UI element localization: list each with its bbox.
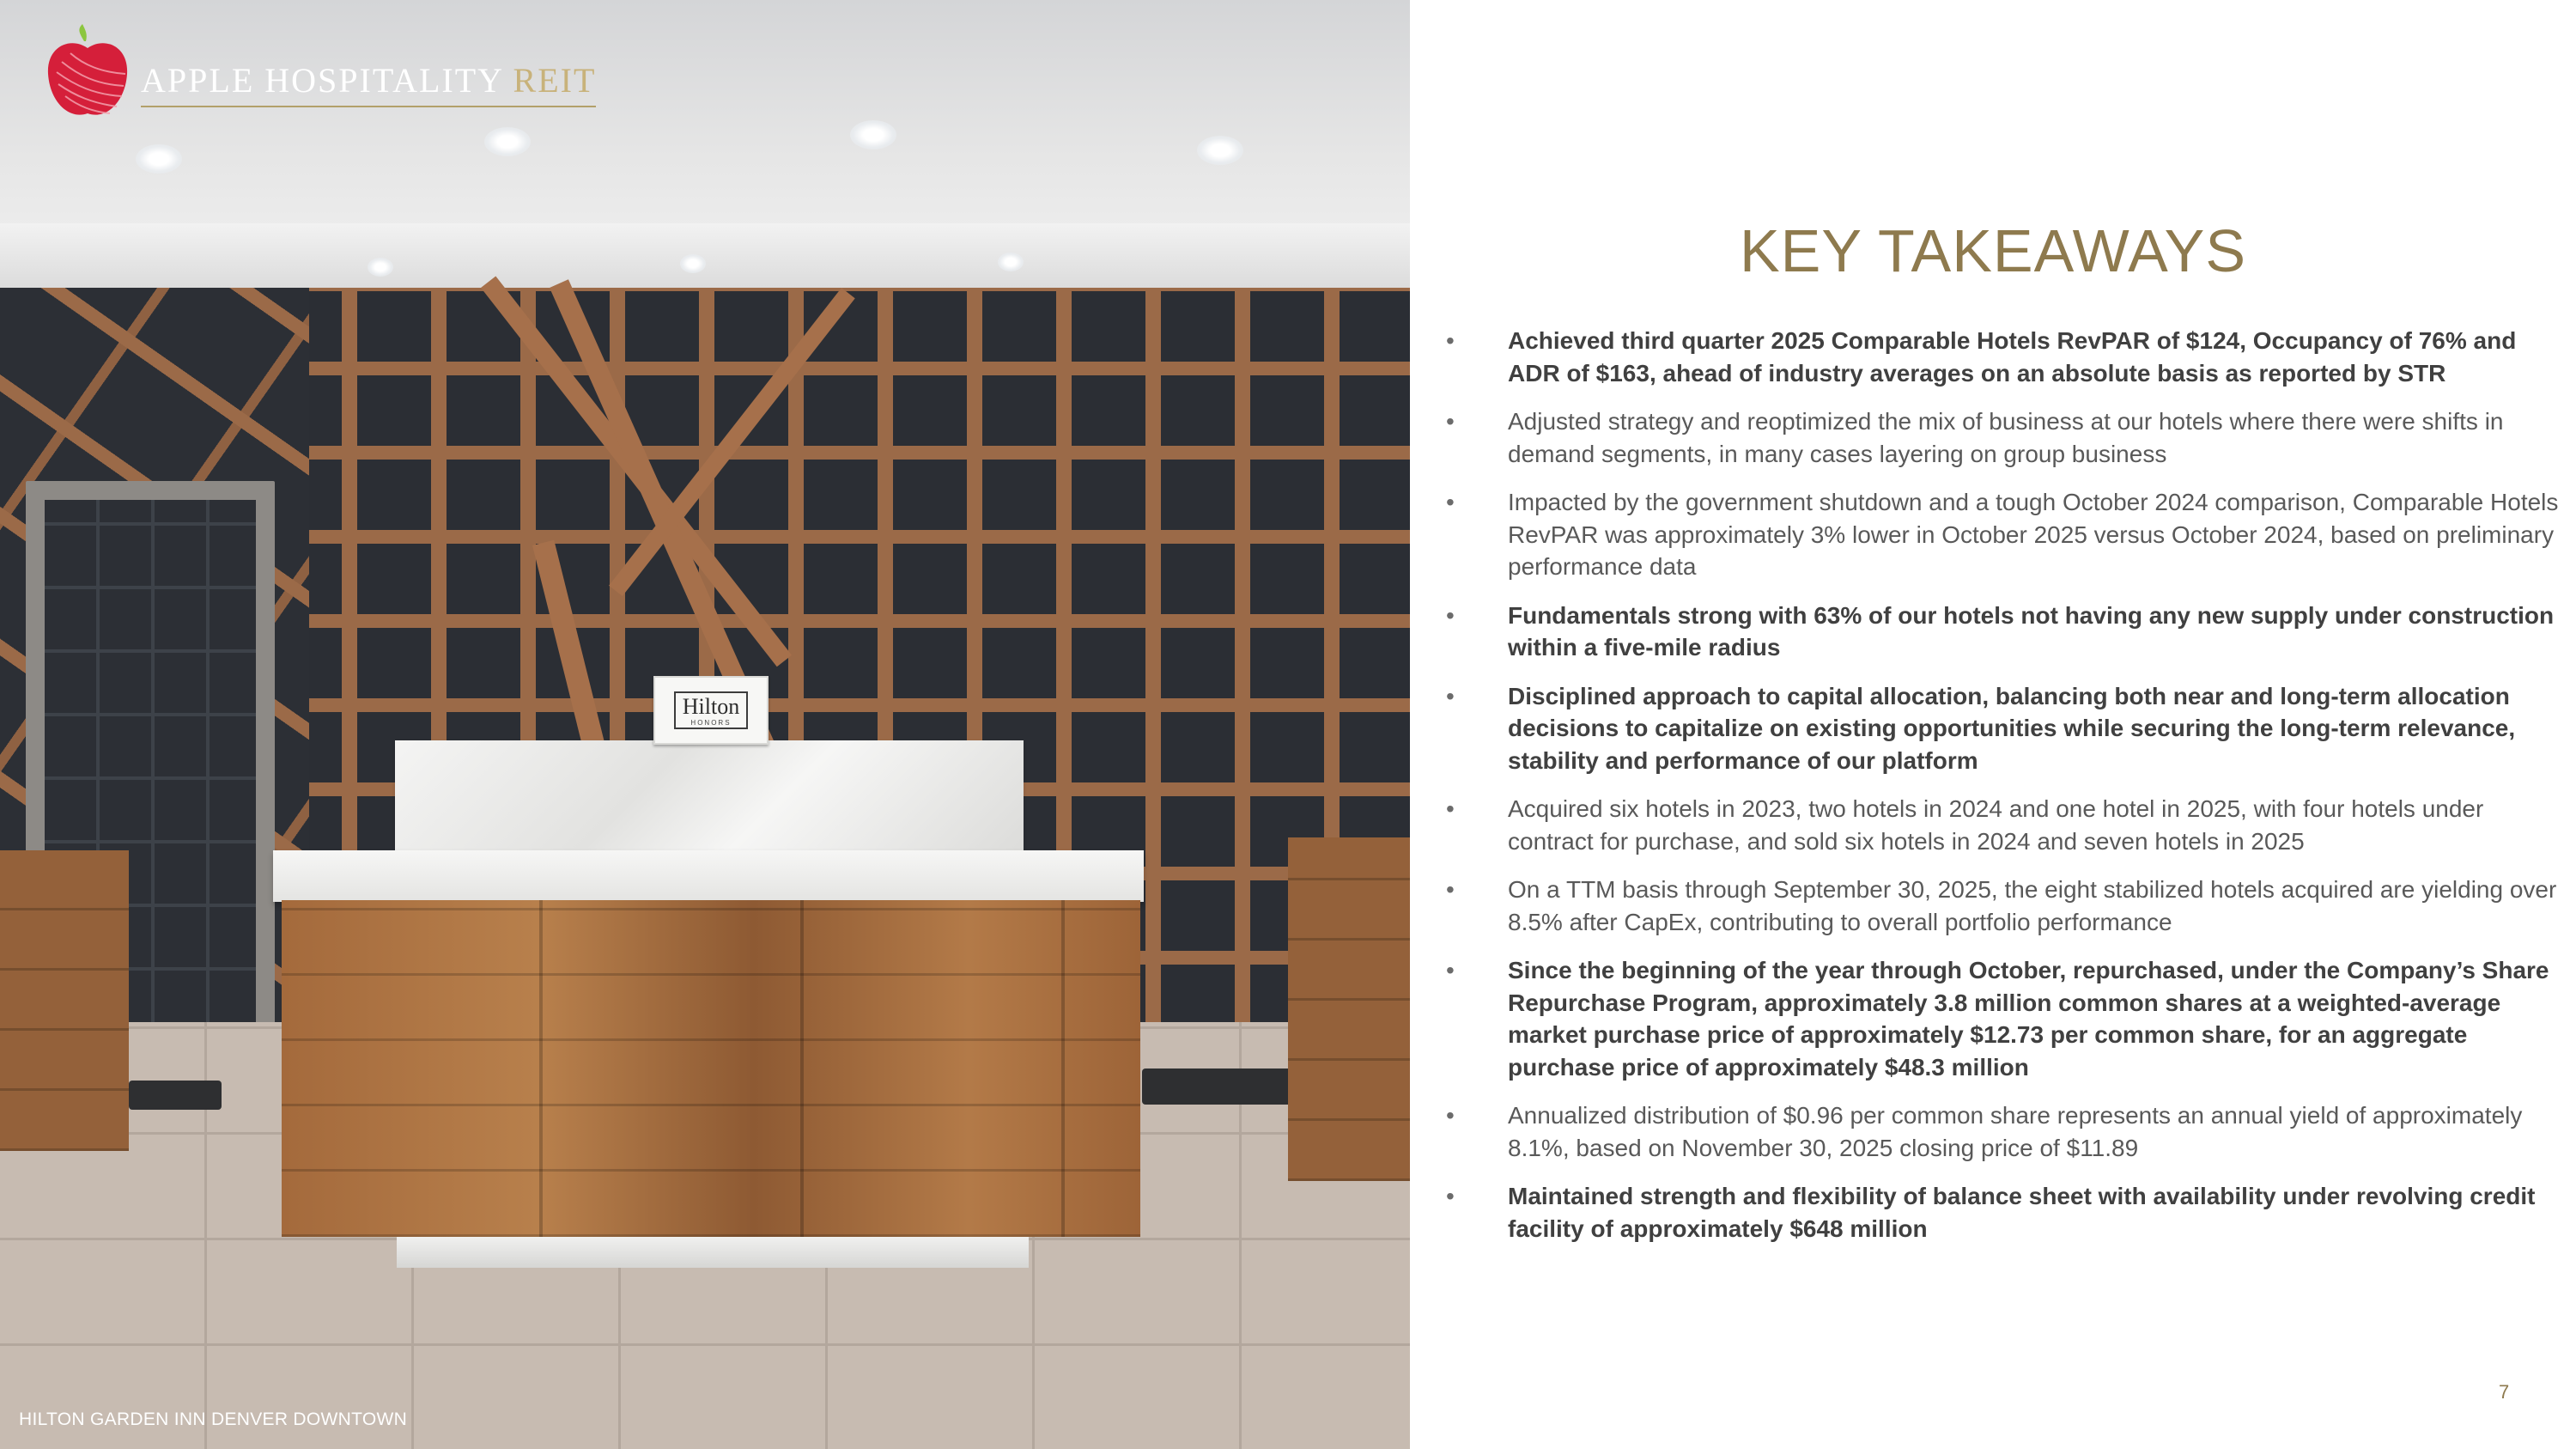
bullet-icon: • bbox=[1446, 489, 1455, 515]
ceiling-light bbox=[1197, 136, 1243, 165]
list-item bbox=[1446, 405, 2562, 470]
bullet-icon: • bbox=[1446, 408, 1455, 435]
list-item bbox=[1446, 954, 2562, 1083]
ceiling-light bbox=[680, 254, 706, 273]
takeaways-list bbox=[1446, 325, 2562, 1261]
company-logo bbox=[45, 24, 596, 125]
photo-caption: HILTON GARDEN INN DENVER DOWNTOWN bbox=[19, 1409, 408, 1429]
list-item bbox=[1446, 1099, 2562, 1164]
bullet-icon: • bbox=[1446, 957, 1455, 983]
list-item bbox=[1446, 1180, 2562, 1245]
ceiling-light bbox=[850, 120, 896, 149]
takeaways-panel bbox=[1410, 0, 2576, 1449]
list-item bbox=[1446, 793, 2562, 857]
logo-wordmark bbox=[141, 60, 596, 107]
list-item-text: Since the beginning of the year through October, repurchased, under the Company’s Share Repurchase Program, approximately 3.8 million common shares at a weighted-average market purchase price of approximately $12.73 per common share, for an aggregate purchase price of approximately $48.3 million bbox=[1508, 957, 2549, 1081]
bullet-icon: • bbox=[1446, 1183, 1455, 1209]
list-item bbox=[1446, 486, 2562, 583]
page-number: 7 bbox=[2499, 1381, 2510, 1403]
floor-mat bbox=[1142, 1068, 1305, 1105]
list-item-text: Maintained strength and flexibility of balance sheet with availability under revolving credit facility of approximately $648 million bbox=[1508, 1183, 2536, 1242]
slide-title: KEY TAKEAWAYS bbox=[1739, 217, 2247, 284]
bullet-icon: • bbox=[1446, 795, 1455, 822]
list-item-text: Impacted by the government shutdown and a tough October 2024 comparison, Comparable Hotels RevPAR was approximately 3% lower in October 2025 versus October 2024, based on preliminary performance data bbox=[1508, 489, 2559, 580]
list-item-text: Disciplined approach to capital allocation, balancing both near and long-term allocation decisions to capitalize on existing opportunities while securing the long-term relevance, stability and performance of our platform bbox=[1508, 682, 2516, 774]
list-item-text: Fundamentals strong with 63% of our hotels not having any new supply under construction within a five-mile radius bbox=[1508, 601, 2555, 661]
list-item bbox=[1446, 680, 2562, 777]
reception-desk-base bbox=[397, 1237, 1029, 1268]
reception-desk-top bbox=[395, 740, 1024, 852]
list-item bbox=[1446, 874, 2562, 938]
ceiling-light bbox=[484, 127, 531, 156]
ceiling-light bbox=[136, 144, 182, 174]
list-item-text: Adjusted strategy and reoptimized the mix of business at our hotels where there were shifts in demand segments, in many cases layering on group business bbox=[1508, 408, 2504, 467]
bullet-icon: • bbox=[1446, 601, 1455, 629]
hilton-sign-brand: Hilton bbox=[682, 694, 740, 719]
bullet-icon: • bbox=[1446, 327, 1455, 354]
ceiling-light bbox=[998, 253, 1024, 271]
list-item-text: Annualized distribution of $0.96 per common share represents an annual yield of approximately 8.1%, based on November 30, 2025 closing price of $11.89 bbox=[1508, 1102, 2523, 1161]
floor-mat bbox=[129, 1081, 222, 1110]
list-item bbox=[1446, 600, 2562, 664]
ceiling-fascia bbox=[0, 223, 1410, 288]
list-item-text: On a TTM basis through September 30, 2025, the eight stabilized hotels acquired are yielding over 8.5% after CapEx, contributing to overall portfolio performance bbox=[1508, 876, 2557, 935]
side-desk-left bbox=[0, 850, 129, 1151]
apple-logo-icon bbox=[45, 24, 131, 125]
hilton-honors-sign bbox=[653, 676, 769, 745]
logo-suffix: REIT bbox=[513, 60, 597, 100]
list-item bbox=[1446, 325, 2562, 389]
side-desk-right bbox=[1288, 837, 1410, 1181]
list-item-text: Acquired six hotels in 2023, two hotels in 2024 and one hotel in 2025, with four hotels under contract for purchase, and sold six hotels in 2024 and seven hotels in 2025 bbox=[1508, 795, 2484, 855]
bullet-icon: • bbox=[1446, 682, 1455, 709]
hilton-sign-frame bbox=[674, 691, 748, 729]
bullet-icon: • bbox=[1446, 876, 1455, 903]
ceiling-light bbox=[368, 258, 393, 277]
list-item-text: Achieved third quarter 2025 Comparable Hotels RevPAR of $124, Occupancy of 76% and ADR of $163, ahead of industry averages on an absolute basis as reported by STR bbox=[1508, 327, 2517, 387]
reception-desk-wood-panel bbox=[282, 900, 1140, 1237]
map-road bbox=[609, 288, 855, 596]
bullet-icon: • bbox=[1446, 1102, 1455, 1129]
logo-name: APPLE HOSPITALITY bbox=[141, 60, 503, 100]
reception-desk-counter bbox=[273, 850, 1144, 902]
hilton-sign-sub: HONORS bbox=[690, 719, 732, 727]
